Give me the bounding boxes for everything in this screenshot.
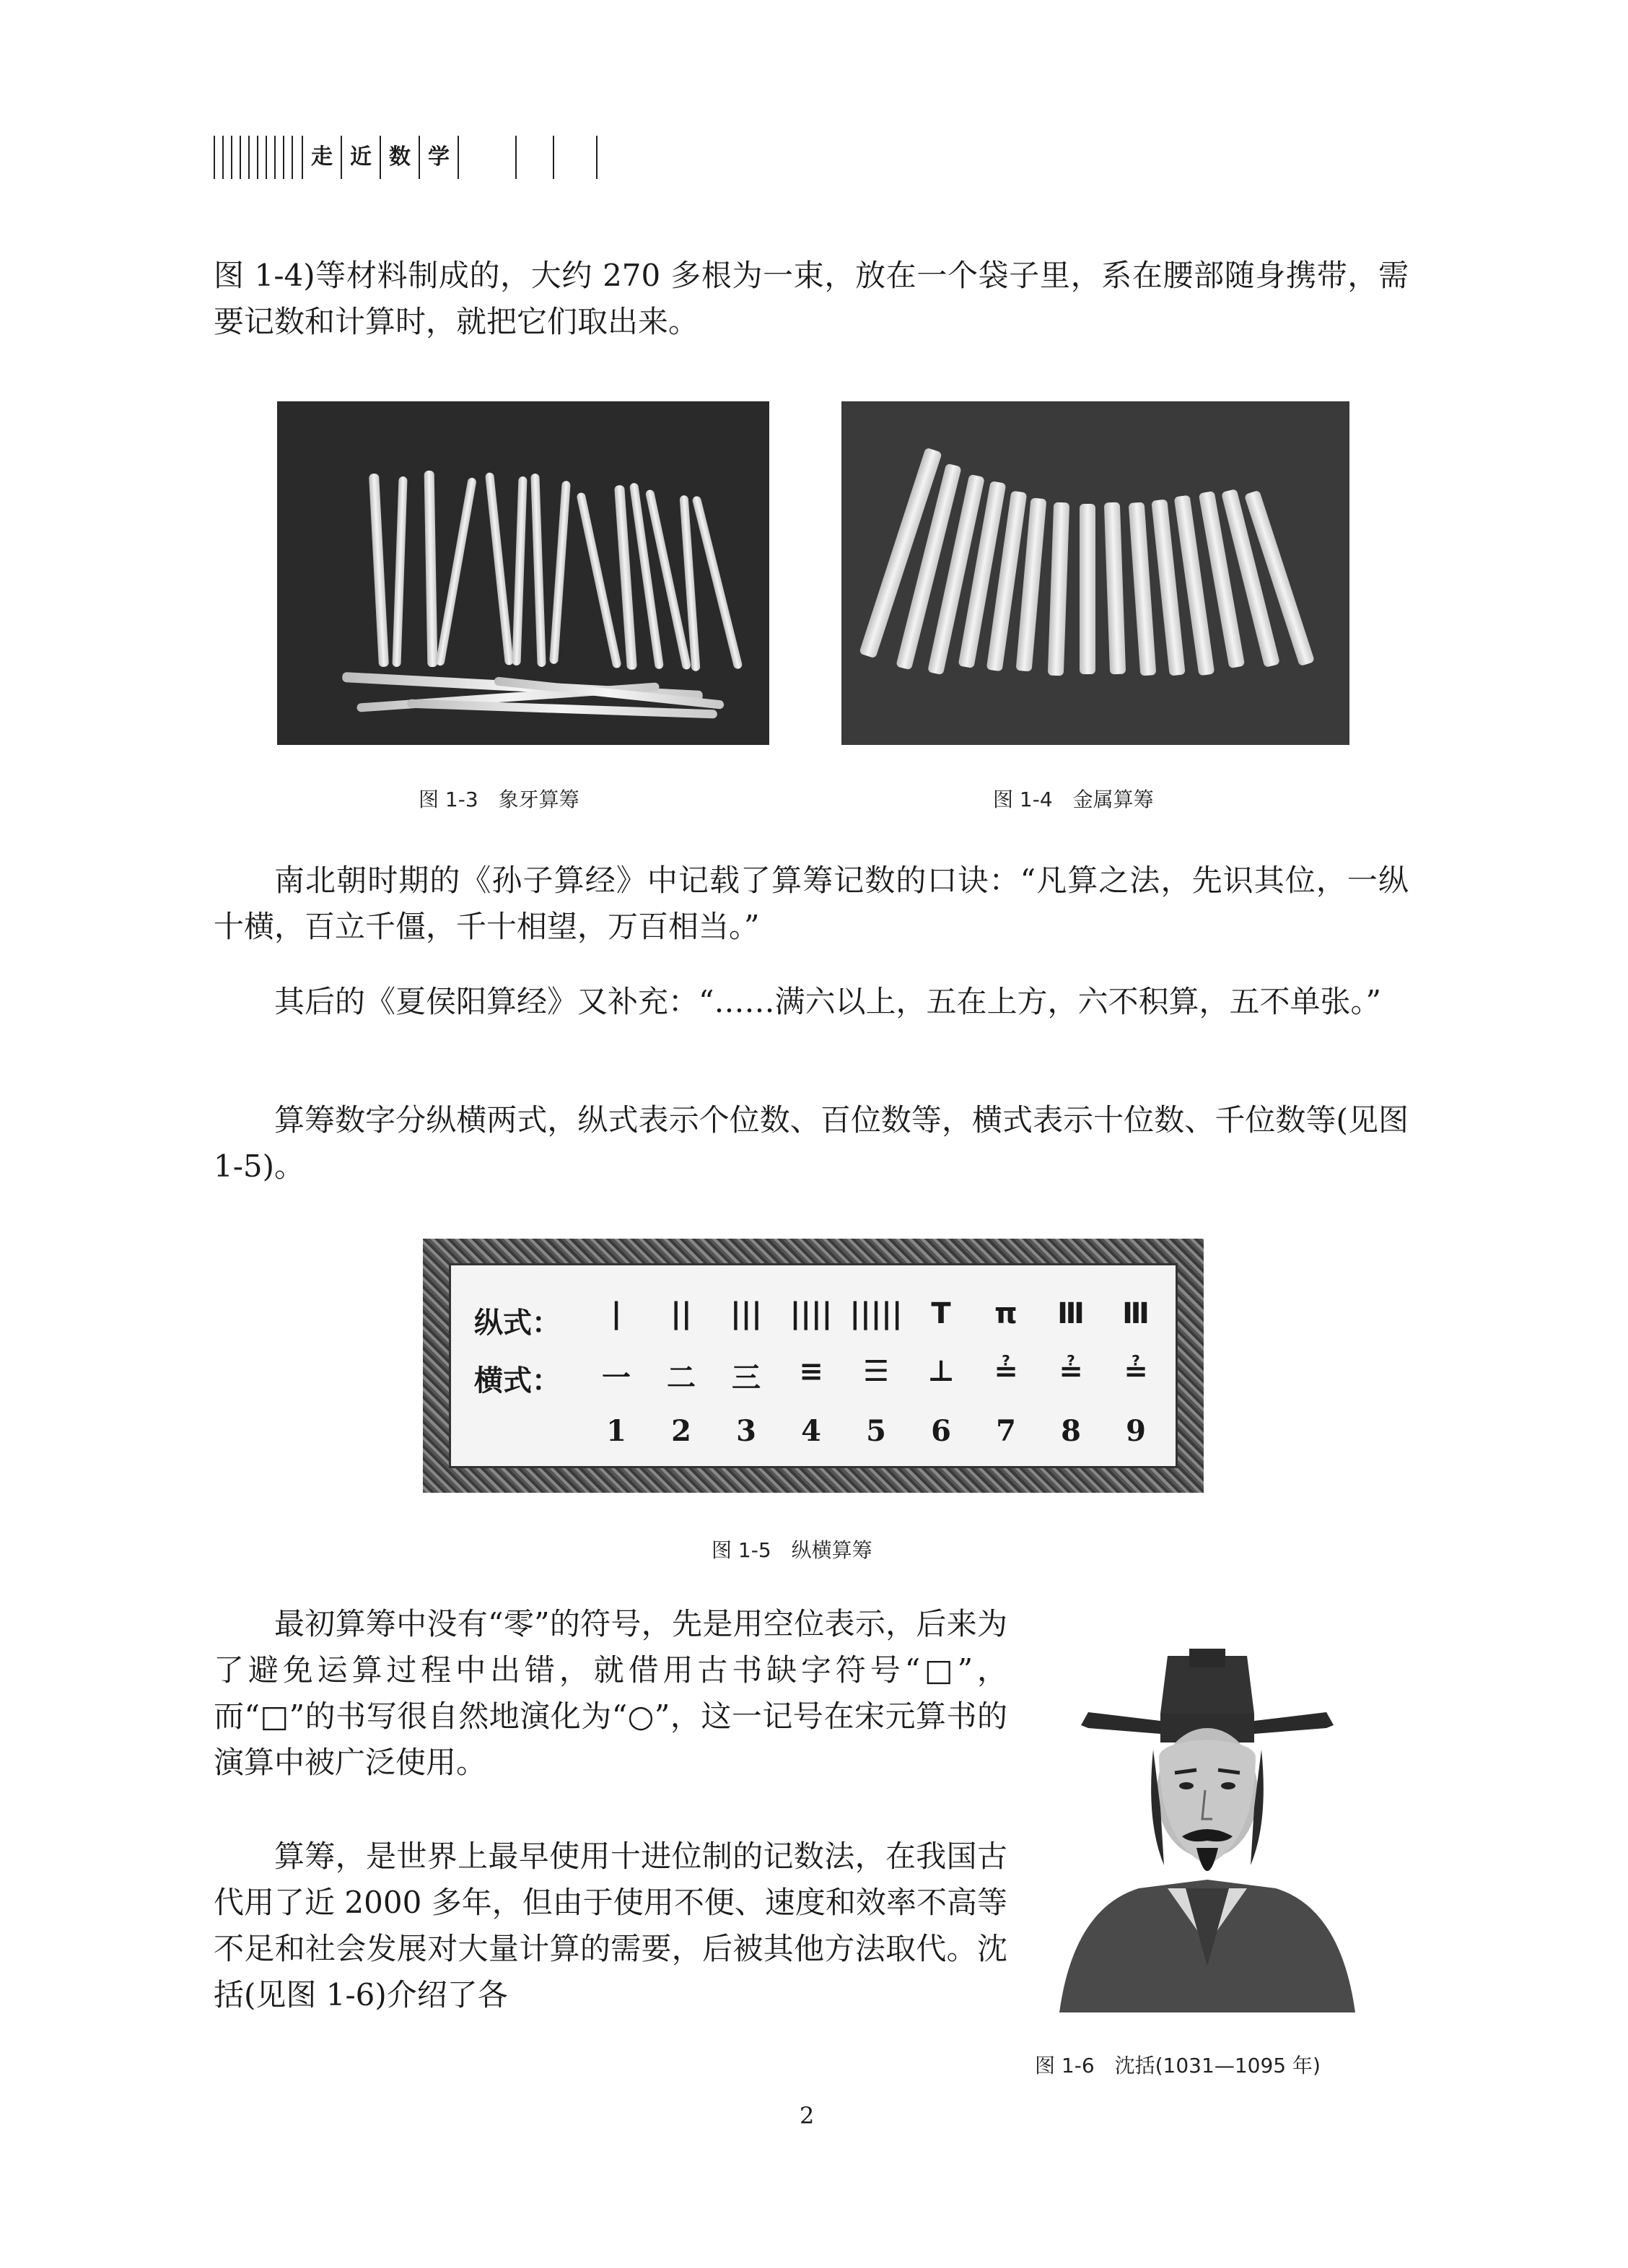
paragraph-1: 图 1-4)等材料制成的，大约 270 多根为一束，放在一个袋子里，系在腰部随身携带，需要记数和计算时，就把它们取出来。 — [214, 258, 1409, 339]
rod-number-8: 8 — [1061, 1414, 1081, 1448]
horizontal-rod-5: ☰ — [863, 1355, 889, 1388]
rod-number-6: 6 — [931, 1414, 951, 1448]
header-char: 学 — [420, 136, 459, 179]
header-decoration — [214, 136, 300, 179]
horizontal-rod-1: 一 — [602, 1361, 631, 1395]
horizontal-rod-2: 二 — [667, 1361, 696, 1395]
vertical-rod-8: Ⅲ — [1057, 1297, 1085, 1330]
horizontal-rod-6: ⊥ — [927, 1355, 955, 1388]
figure-metal-rods — [841, 401, 1349, 745]
horizontal-rod-3: 三 — [732, 1361, 761, 1395]
figure-1-5-caption: 图 1-5 纵横算筹 — [712, 1538, 872, 1562]
vertical-row-label: 纵式： — [474, 1307, 561, 1340]
header-divider — [553, 136, 554, 179]
vertical-rod-7: π — [994, 1297, 1017, 1330]
paragraph-6: 算筹，是世界上最早使用十进位制的记数法，在我国古代用了近 2000 多年，但由于使用不便、速度和效率不高等不足和社会发展对大量计算的需要，后被其他方法取代。沈括(见图 1-6)介绍了各 — [214, 1839, 1007, 2012]
header-divider — [515, 136, 517, 179]
paragraph-4: 算筹数字分纵横两式，纵式表示个位数、百位数等，横式表示十位数、千位数等(见图 1-5)。 — [214, 1102, 1409, 1184]
paragraph-5: 最初算筹中没有“零”的符号，先是用空位表示，后来为了避免运算过程中出错，就借用古书缺字符号“□”，而“□”的书写很自然地演化为“○”，这一记号在宋元算书的演算中被广泛使用。 — [214, 1606, 1007, 1780]
vertical-rod-4: |||| — [789, 1297, 833, 1330]
figure-ivory-rods — [277, 401, 769, 745]
vertical-rod-2: || — [670, 1297, 692, 1330]
vertical-rod-5: ||||| — [849, 1297, 903, 1330]
rod-number-3: 3 — [736, 1414, 756, 1448]
header-char: 数 — [381, 136, 420, 179]
horizontal-rod-4: ≡ — [799, 1355, 823, 1388]
rod-number-4: 4 — [801, 1414, 821, 1448]
figure-shen-kuo-portrait — [1045, 1605, 1370, 2012]
rod-number-1: 1 — [606, 1414, 626, 1448]
rod-numeral-table — [449, 1263, 1178, 1468]
horizontal-row-label: 横式： — [474, 1364, 561, 1397]
horizontal-rod-8: ≟ — [1059, 1355, 1083, 1388]
horizontal-rod-9: ≟ — [1124, 1355, 1148, 1388]
figure-1-4-caption: 图 1-4 金属算筹 — [993, 788, 1154, 811]
rod-number-9: 9 — [1126, 1414, 1146, 1448]
figure-1-3-caption: 图 1-3 象牙算筹 — [419, 788, 579, 811]
vertical-rod-6: T — [931, 1297, 951, 1330]
vertical-rod-3: ||| — [730, 1297, 762, 1330]
rod-number-5: 5 — [866, 1414, 886, 1448]
header-divider — [596, 136, 598, 179]
header-title — [302, 136, 459, 179]
header-char: 近 — [342, 136, 381, 179]
portrait-illustration — [1045, 1605, 1370, 2012]
page-number: 2 — [800, 2102, 815, 2129]
vertical-rod-1: | — [610, 1297, 622, 1330]
header-char: 走 — [302, 136, 342, 179]
rod-number-7: 7 — [996, 1414, 1016, 1448]
rod-number-2: 2 — [671, 1414, 691, 1448]
vertical-rod-9: Ⅲ — [1122, 1297, 1150, 1330]
paragraph-2: 南北朝时期的《孙子算经》中记载了算筹记数的口诀：“凡算之法，先识其位，一纵十横，百立千僵，千十相望，万百相当。” — [214, 863, 1409, 944]
paragraph-3: 其后的《夏侯阳算经》又补充：“……满六以上，五在上方，六不积算，五不单张。” — [274, 984, 1381, 1019]
horizontal-rod-7: ≟ — [994, 1355, 1018, 1388]
figure-1-6-caption: 图 1-6 沈括(1031—1095 年) — [1035, 2054, 1321, 2077]
figure-rod-numerals — [423, 1239, 1204, 1493]
